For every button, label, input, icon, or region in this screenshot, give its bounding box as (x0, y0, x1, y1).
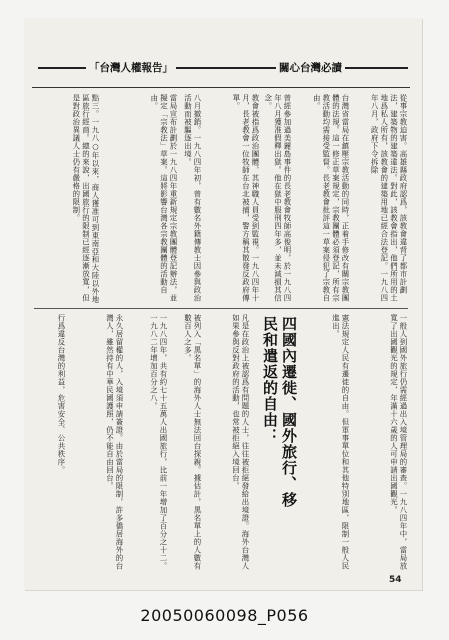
lower-column-3: 凡是在政治上被認爲有問題的人士，往往被拒絕發給出境證。海外台灣人如果參與反對政府的活動，也常被拒絕入境回台。 (231, 314, 250, 570)
page-number: 54 (389, 575, 402, 585)
header-left-title: 「台灣人權報告」 (86, 62, 176, 74)
body-text-area (34, 94, 408, 574)
section-heading: 四國內遷徙、國外旅行、移民和遣返的自由： (261, 316, 298, 508)
lower-column-5: 一九八四年，共有約七十五萬人出國旅行，比前一年增加了百分之十二。一九八二年增加百分之八。 (149, 314, 168, 570)
archive-caption: 20050060098_P056 (140, 606, 309, 625)
upper-column-7: 點三。一九八○年以來，商人獲准可到東南亞和大陸以外地區旅行經商。總的來說，出國旅行的限制已經逐漸放寬，但是對政治異議人士仍有嚴格的限制。 (71, 94, 100, 304)
lower-column-6: 永久居留權的人，入境須申請簽證。由於當局的限制，許多僑居海外的台灣人，雖然持有中華民國護照，仍不能自由回台。 (105, 314, 124, 570)
top-rule (32, 87, 410, 88)
upper-column-4: 教會被指爲政治團體，其神職人員受到監視。一九八四年十月，長老教會一位牧師在台北被捕，警方稱其散發反政府傳單。 (231, 94, 260, 302)
upper-column-5: 八月撤銷。一九八四年初，曾有數名外籍傳教士因參與政治活動而被驅逐出境。 (183, 94, 202, 302)
upper-column-1: 從事宗教迫害。高雄縣政府認爲，該教會違背了都市計劃法，建築物的建築違法。對此，該教會指出，他們所用的土地爲私人所有，該教會的建築用地已經合法登記。一九八四年八月，政府下令拆除 (370, 94, 408, 302)
lower-column-2: 憲法規定人民有遷徙的自由。但軍事單位和其他特別地區，限制一般人民進出。 (331, 314, 350, 570)
lower-column-1: 一般人到國外旅行仍需經過出入境管理局的審查。一九八四年中，當局放寬了出國觀光的規定，年滿十六歲的人可申請出國觀光。 (389, 314, 408, 570)
lower-column-4: 被列入「黑名單」的海外人士無法回台探親。據估計，黑名單上的人數有數百人之多。 (183, 314, 202, 570)
upper-column-2: 台灣省當局在鎮壓宗教活動的同時，正着手修改有關宗教團體的法規。這一修正草案規定，宗教團體必須登記，所有宗教活動均需接受監督。長老教會批評這一草案侵犯了宗教自由。 (312, 94, 350, 302)
header-right-title: 關心台灣必讀 (276, 62, 345, 74)
upper-column-6: 當局宣布計劃於一九八四年重新規定宗教團體登記辦法，並擬定「宗教法」草案。這將影響台灣各宗教團體的活動自由。 (149, 94, 178, 302)
upper-column-3: 曾經參加過美麗島事件的長老教會牧師高俊明，於一九八四年八月獲准假釋出獄。他在獄中服刑四年多，並未減損其信念。 (264, 94, 292, 302)
lower-column-7: 行爲違反台灣的利益，危害安全、公共秩序。 (57, 314, 66, 474)
running-header (38, 62, 408, 74)
